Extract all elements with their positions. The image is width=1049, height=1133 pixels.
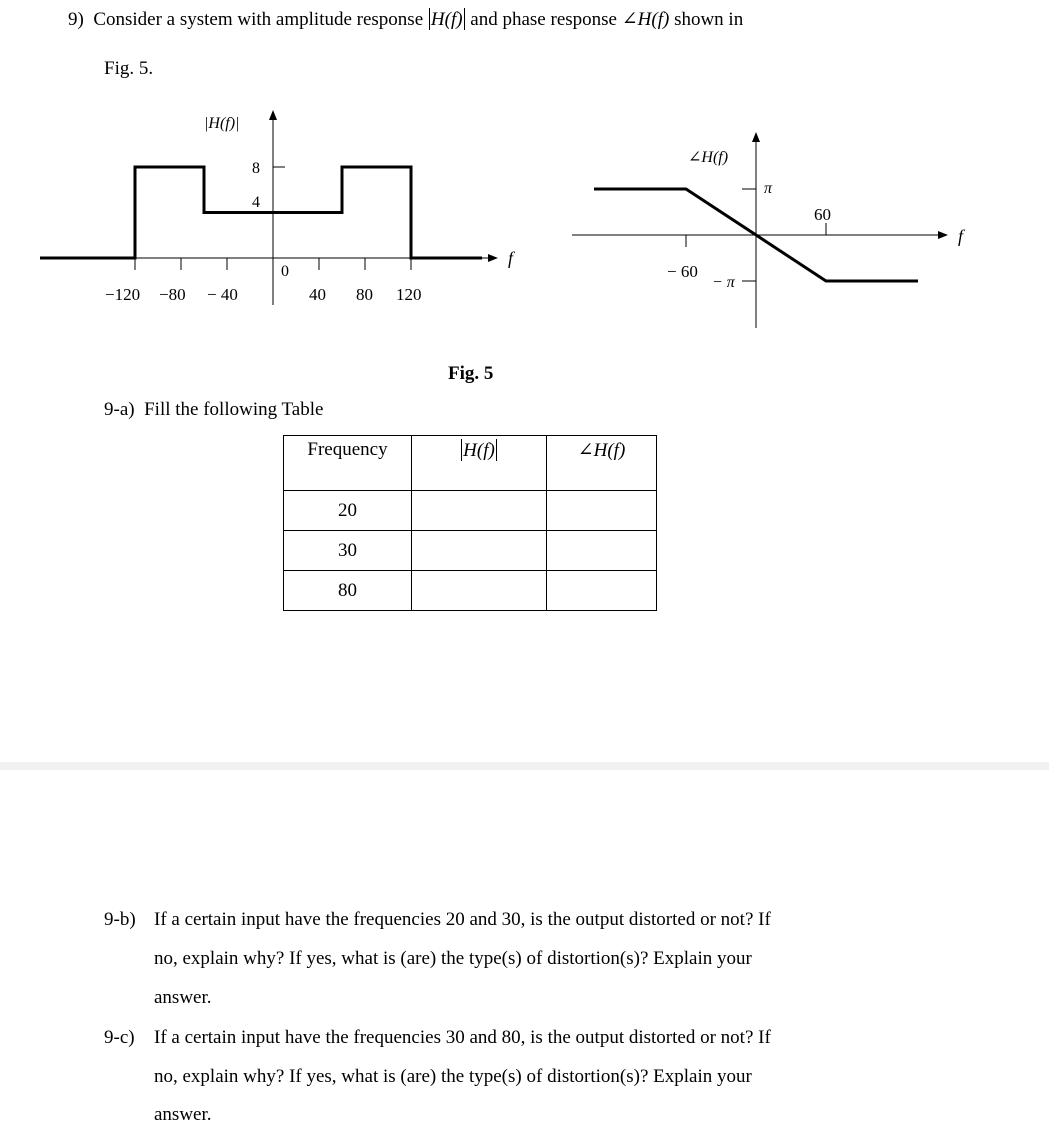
header-phase: ∠H(f)	[547, 436, 657, 491]
part-a-text: Fill the following Table	[144, 399, 324, 420]
part-c-line-3: answer.	[154, 1104, 212, 1125]
phase-ytick-label-neg-pi: − π	[712, 274, 735, 291]
question-line-2: Fig. 5.	[104, 58, 154, 79]
table-row	[284, 571, 657, 611]
amplitude-xtick-label-neg120: −120	[105, 285, 141, 304]
part-a-label: 9-a)	[104, 399, 135, 420]
amplitude-response-plot	[0, 0, 560, 320]
phase-response-plot	[560, 120, 980, 335]
amplitude-symbol: H(f)	[430, 9, 463, 30]
question-text-part-a: Consider a system with amplitude response	[93, 9, 424, 30]
phase-xtick-label-60: 60	[814, 205, 831, 224]
row-1-phase-cell[interactable]	[547, 491, 657, 531]
phase-xtick-label-neg60: − 60	[667, 262, 698, 281]
amplitude-xtick-label-40: 40	[309, 285, 326, 304]
figure-caption: Fig. 5	[448, 363, 494, 384]
amplitude-response-curve	[40, 167, 482, 258]
part-b-label: 9-b)	[104, 909, 136, 930]
row-3-amplitude-cell[interactable]	[412, 571, 547, 611]
amplitude-ytick-label-8: 8	[252, 160, 260, 177]
table-header-row	[284, 436, 657, 491]
table-row	[284, 531, 657, 571]
amplitude-xtick-label-0: 0	[281, 263, 289, 280]
part-c-line-2: no, explain why? If yes, what is (are) the type(s) of distortion(s)? Explain your	[154, 1066, 752, 1087]
amplitude-x-label: f	[508, 248, 514, 268]
row-1-frequency: 20	[284, 491, 412, 531]
row-2-phase-cell[interactable]	[547, 531, 657, 571]
header-amplitude: H(f)	[412, 436, 547, 491]
phase-y-label: ∠H(f)	[688, 149, 729, 166]
amplitude-y-label: |H(f)|	[204, 115, 240, 132]
phase-symbol: ∠H(f)	[621, 9, 670, 30]
table-row	[284, 491, 657, 531]
row-3-phase-cell[interactable]	[547, 571, 657, 611]
header-frequency: Frequency	[284, 436, 412, 491]
part-c-line-1: If a certain input have the frequencies 30 and 80, is the output distorted or not? If	[154, 1027, 771, 1048]
phase-ytick-label-pi: π	[764, 180, 773, 197]
part-a	[104, 398, 323, 422]
part-c-label: 9-c)	[104, 1027, 135, 1048]
question-text-part-c: shown in	[674, 9, 744, 30]
amplitude-xtick-label-80: 80	[356, 285, 373, 304]
question-text-part-b: and phase response	[470, 9, 617, 30]
part-b-line-3: answer.	[154, 987, 212, 1008]
question-number: 9)	[68, 9, 84, 30]
amplitude-xtick-label-neg80: −80	[159, 285, 186, 304]
page-separator	[0, 762, 1049, 770]
part-b-line-2: no, explain why? If yes, what is (are) the type(s) of distortion(s)? Explain your	[154, 948, 752, 969]
answer-table	[283, 435, 657, 611]
document-page-2	[0, 770, 1049, 1133]
row-2-frequency: 30	[284, 531, 412, 571]
phase-x-label: f	[958, 226, 964, 246]
row-1-amplitude-cell[interactable]	[412, 491, 547, 531]
amplitude-xtick-label-120: 120	[396, 285, 422, 304]
row-3-frequency: 80	[284, 571, 412, 611]
amplitude-xtick-label-neg40: − 40	[207, 285, 238, 304]
row-2-amplitude-cell[interactable]	[412, 531, 547, 571]
part-b-line-1: If a certain input have the frequencies 20 and 30, is the output distorted or not? If	[154, 909, 771, 930]
amplitude-ytick-label-4: 4	[252, 194, 260, 211]
